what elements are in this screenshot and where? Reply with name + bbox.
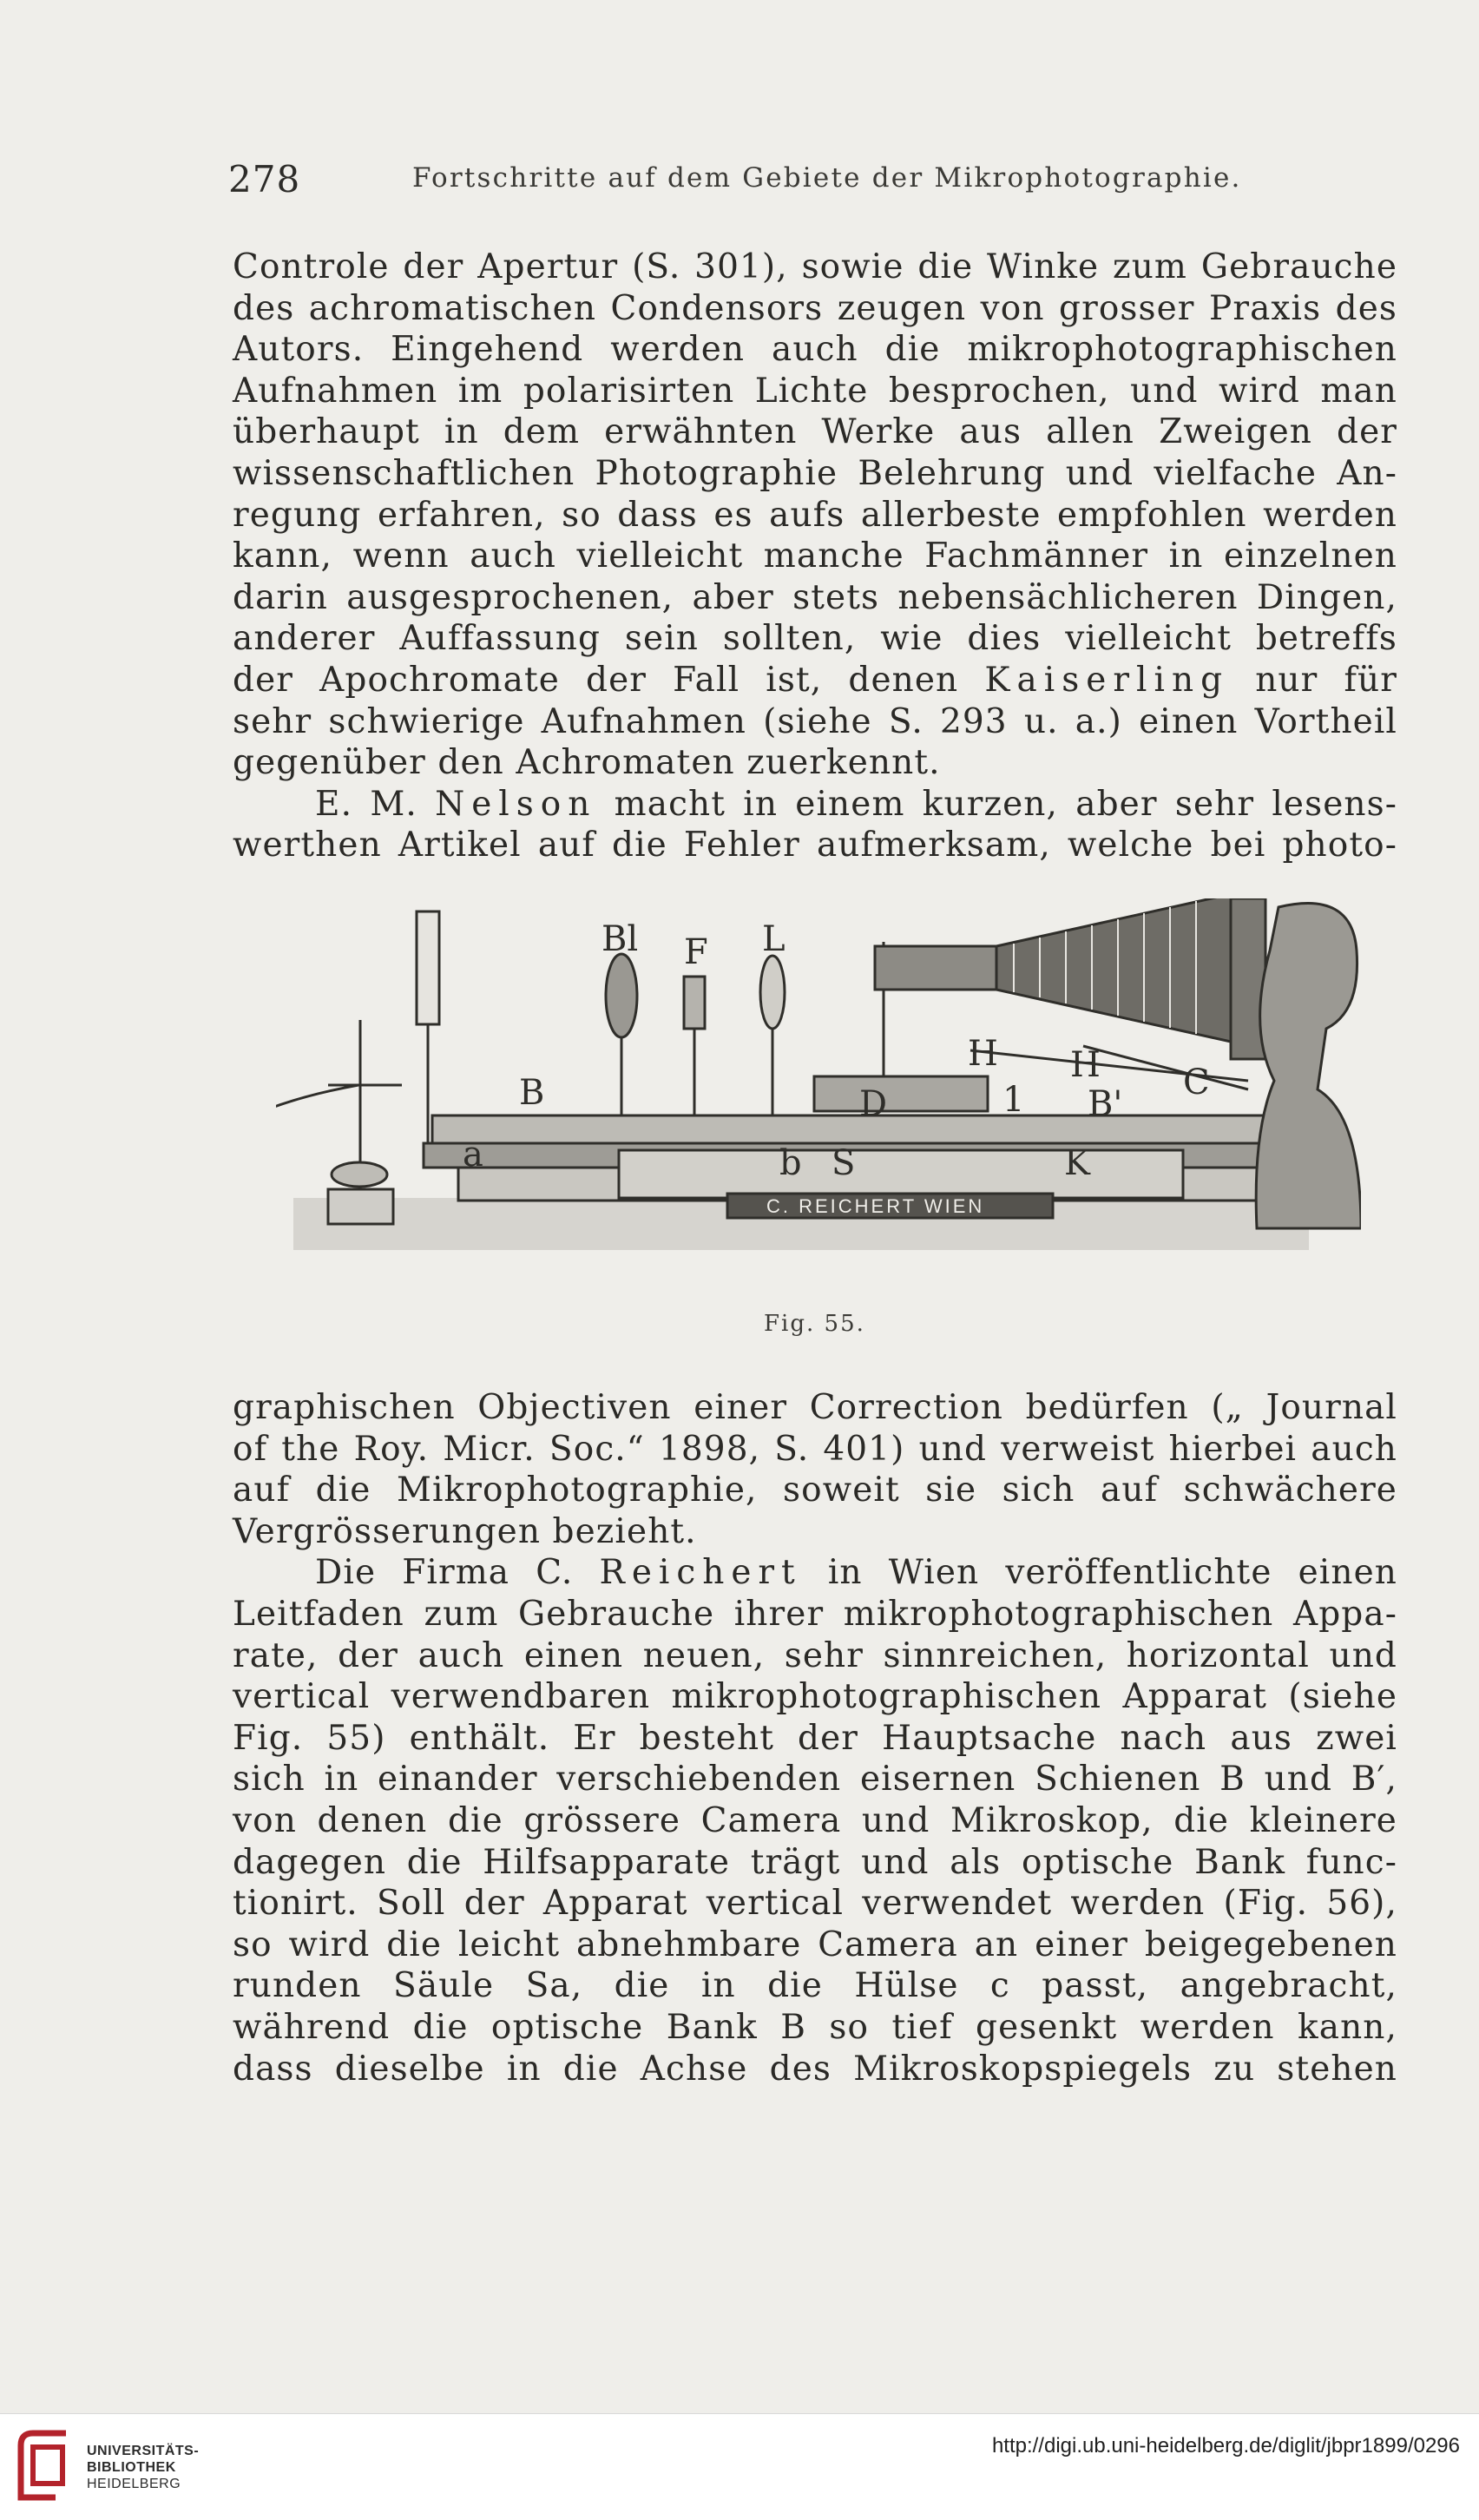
text-line: Autors. Eingehend werden auch die mikrophotographischen [233, 330, 1397, 370]
text-line: von denen die grössere Camera und Mikroskop, die kleinere [233, 1800, 1397, 1840]
text-line: regung erfahren, so dass es aufs allerbeste empfohlen werden [233, 495, 1397, 535]
library-logo-icon [14, 2428, 78, 2506]
page-number: 278 [228, 158, 301, 201]
figure-label: H [1070, 1045, 1101, 1085]
figure-label: Bl [601, 919, 639, 959]
logo-line: HEIDELBERG [87, 2477, 181, 2491]
text-line: so wird die leicht abnehmbare Camera an einer beigegebenen [233, 1925, 1397, 1964]
figure-label: 1 [1002, 1080, 1025, 1120]
text-line: Fig. 55) enthält. Er besteht der Hauptsache nach aus zwei [233, 1718, 1397, 1758]
text-line: runden Säule Sa, die in die Hülse c passt, angebracht, [233, 1966, 1397, 2006]
text-line: anderer Auffassung sein sollten, wie dies vielleicht betreffs [233, 619, 1397, 659]
running-title: Fortschritte auf dem Gebiete der Mikrophotographie. [412, 162, 1242, 194]
text-span: Die Firma C. [315, 1553, 574, 1593]
source-url-link[interactable]: http://digi.ub.uni-heidelberg.de/diglit/jbpr1899/0296 [991, 2434, 1460, 2457]
text-span: E. M. [315, 784, 417, 824]
text-line: Aufnahmen im polarisirten Lichte besprochen, und wird man [233, 371, 1397, 411]
figure-label: K [1064, 1143, 1090, 1183]
text-block-bottom [233, 1387, 1397, 2089]
text-line: Leitfaden zum Gebrauche ihrer mikrophotographischen Appa- [233, 1594, 1397, 1634]
text-line: vertical verwendbaren mikrophotographischen Apparat (siehe [233, 1677, 1397, 1717]
text-block-top [233, 247, 1397, 866]
text-line [233, 784, 1397, 826]
text-line: während die optische Bank B so tief gesenkt werden kann, [233, 2007, 1397, 2047]
figure-label: S [832, 1143, 856, 1183]
text-line: of the Roy. Micr. Soc.“ 1898, S. 401) und verweist hierbei auch [233, 1429, 1397, 1469]
text-line [233, 1552, 1397, 1594]
text-span: der Apochromate der Fall ist, denen [233, 660, 959, 700]
text-span: nur für [1255, 660, 1397, 700]
page-header [228, 158, 1400, 210]
logo-line: UNIVERSITÄTS- [87, 2444, 200, 2458]
text-line: werthen Artikel auf die Fehler aufmerksam, welche bei photo- [233, 826, 1397, 865]
figure-label: C [1183, 1063, 1210, 1102]
text-line: überhaupt in dem erwähnten Werke aus allen Zweigen der [233, 412, 1397, 452]
text-line: graphischen Objectiven einer Correction bedürfen („ Journal [233, 1388, 1397, 1427]
text-span: macht in einem kurzen, aber sehr lesens- [614, 784, 1397, 824]
text-line: rate, der auch einen neuen, sehr sinnreichen, horizontal und [233, 1635, 1397, 1675]
library-logo-text [87, 2443, 199, 2492]
text-line [233, 660, 1397, 701]
company-name-reichert: Reichert [599, 1553, 802, 1593]
figure-55-apparatus [276, 898, 1361, 1280]
text-line: auf die Mikrophotographie, soweit sie sich auf schwächere [233, 1471, 1397, 1510]
figure-label: B' [1088, 1084, 1123, 1124]
text-line: darin ausgesprochenen, aber stets nebensächlicheren Dingen, [233, 577, 1397, 617]
author-name-kaiserling: Kaiserling [984, 660, 1230, 700]
text-line: Controle der Apertur (S. 301), sowie die Winke zum Gebrauche [233, 247, 1397, 286]
text-line: Vergrösserungen bezieht. [233, 1511, 697, 1551]
figure-caption: Fig. 55. [764, 1311, 865, 1337]
figure-label: b [779, 1143, 802, 1183]
figure-label: H [968, 1034, 998, 1074]
figure-label: F [684, 932, 708, 972]
author-name-nelson: Nelson [435, 784, 597, 824]
text-line: gegenüber den Achromaten zuerkennt. [233, 743, 941, 783]
text-span: in Wien veröffentlichte einen [827, 1553, 1397, 1593]
text-line: sich in einander verschiebenden eisernen Schienen B und B′, [233, 1760, 1397, 1800]
figure-plate-text: C. REICHERT WIEN [766, 1195, 985, 1217]
text-line: dagegen die Hilfsapparate trägt und als optische Bank func- [233, 1842, 1397, 1882]
text-line: dass dieselbe in die Achse des Mikroskopspiegels zu stehen [233, 2049, 1397, 2089]
library-footer [0, 2413, 1479, 2520]
text-line: sehr schwierige Aufnahmen (siehe S. 293 u. a.) einen Vortheil [233, 701, 1397, 741]
logo-line: BIBLIOTHEK [87, 2460, 176, 2475]
text-line: tionirt. Soll der Apparat vertical verwendet werden (Fig. 56), [233, 1884, 1397, 1924]
text-line: wissenschaftlichen Photographie Belehrung und vielfache An- [233, 453, 1397, 493]
figure-label: a [463, 1135, 483, 1174]
figure-label: L [762, 919, 786, 959]
figure-label: B [519, 1073, 545, 1113]
figure-label: D [859, 1084, 888, 1124]
text-line: kann, wenn auch vielleicht manche Fachmänner in einzelnen [233, 536, 1397, 576]
text-line: des achromatischen Condensors zeugen von grosser Praxis des [233, 288, 1397, 328]
